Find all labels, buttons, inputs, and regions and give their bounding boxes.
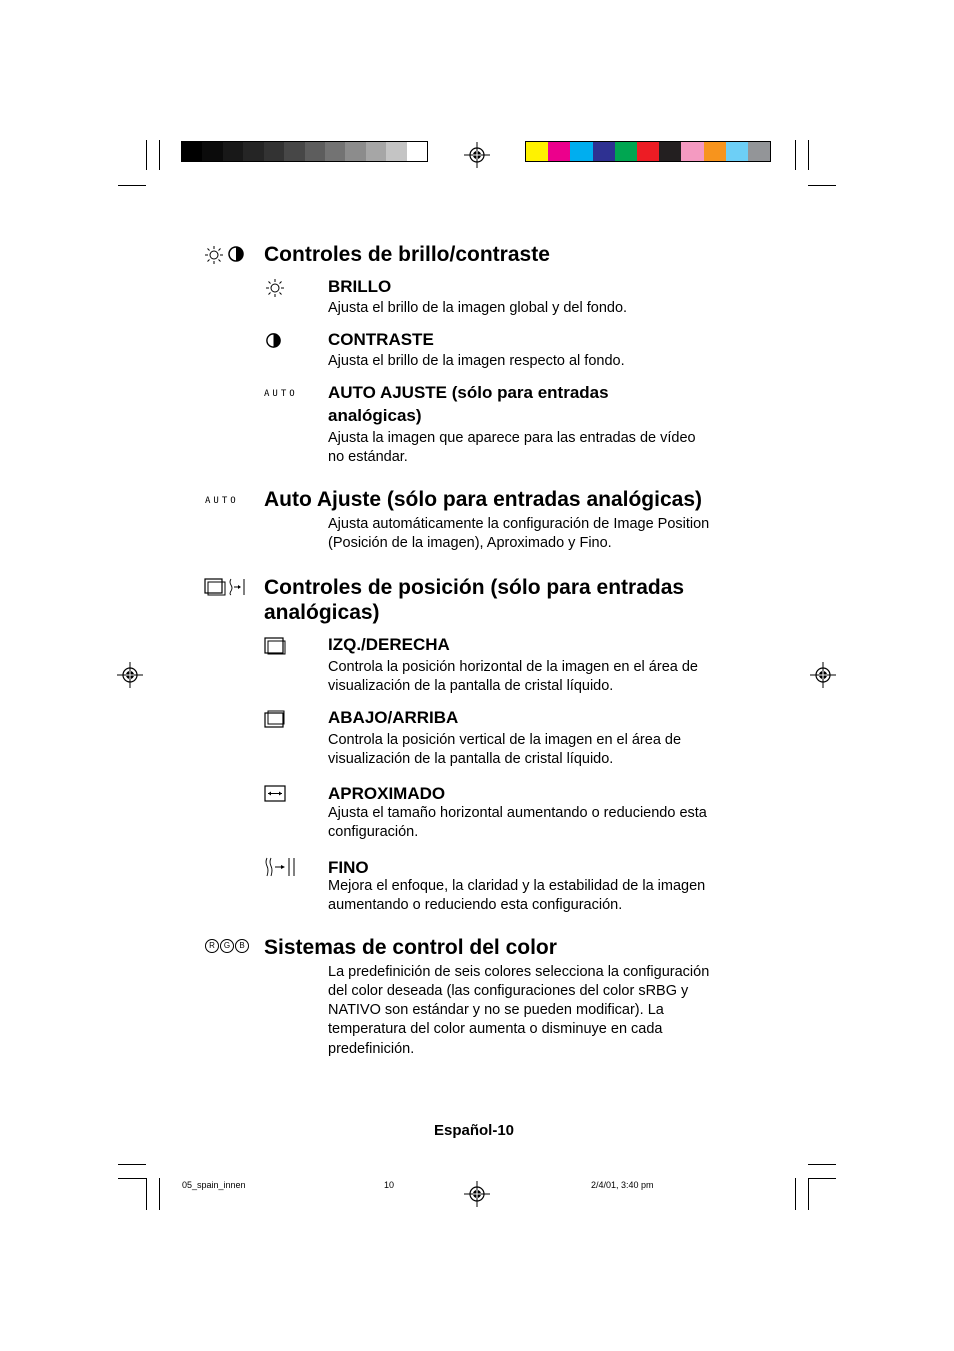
auto-icon: AUTO	[205, 496, 239, 506]
section-title-position-line1: Controles de posición (sólo para entradas	[264, 576, 685, 599]
footer-timestamp: 2/4/01, 3:40 pm	[591, 1180, 654, 1190]
registration-mark-icon	[464, 1181, 490, 1207]
page-label: Español-10	[434, 1122, 515, 1139]
calibration-swatch	[305, 142, 325, 161]
calibration-swatch	[659, 142, 681, 161]
position-icon	[204, 578, 226, 596]
section-title-color: Sistemas de control del color	[264, 936, 557, 959]
item-desc-aproximado-line2: configuración.	[328, 824, 419, 840]
item-desc-abajo-arriba-line2: visualización de la pantalla de cristal líquido.	[328, 751, 614, 767]
item-title-contraste: CONTRASTE	[328, 330, 434, 349]
auto-icon: AUTO	[264, 389, 298, 399]
fine-icon	[264, 857, 298, 877]
calibration-swatch	[637, 142, 659, 161]
item-desc-fino-line2: aumentando o reduciendo esta configuración.	[328, 897, 623, 913]
rgb-icon	[205, 939, 249, 953]
item-desc-fino-line1: Mejora el enfoque, la claridad y la estabilidad de la imagen	[328, 878, 706, 894]
calibration-swatch	[264, 142, 284, 161]
calibration-swatch	[407, 142, 427, 161]
calibration-swatch	[615, 142, 637, 161]
calibration-swatch	[681, 142, 703, 161]
footer-page-number: 10	[384, 1180, 395, 1190]
calibration-swatch	[243, 142, 263, 161]
horizontal-position-icon	[264, 637, 286, 655]
section-desc-color-line1: La predefinición de seis colores selecciona la configuración	[328, 964, 710, 980]
calibration-swatch	[570, 142, 592, 161]
item-desc-brillo: Ajusta el brillo de la imagen global y del fondo.	[328, 300, 628, 316]
calibration-swatch	[548, 142, 570, 161]
section-desc-auto-adjust-line1: Ajusta automáticamente la configuración de Image Position	[328, 516, 710, 532]
calibration-swatch	[386, 142, 406, 161]
vertical-position-icon	[264, 710, 286, 728]
coarse-icon	[264, 785, 286, 802]
brightness-icon	[204, 245, 224, 265]
footer-file-name: 05_spain_innen	[182, 1180, 246, 1190]
rgb-icon-r: R	[205, 939, 219, 953]
item-title-izq-derecha: IZQ./DERECHA	[328, 635, 450, 654]
calibration-swatch	[366, 142, 386, 161]
calibration-swatch	[284, 142, 304, 161]
rgb-icon-g: G	[220, 939, 234, 953]
calibration-swatch	[704, 142, 726, 161]
brightness-icon	[265, 278, 285, 298]
calibration-swatch	[726, 142, 748, 161]
item-desc-auto-ajuste-line2: no estándar.	[328, 449, 408, 465]
registration-mark-icon	[810, 662, 836, 688]
section-desc-color-line4: temperatura del color aumenta o disminuye en cada	[328, 1021, 663, 1037]
calibration-swatch	[325, 142, 345, 161]
calibration-swatch	[223, 142, 243, 161]
item-title-auto-ajuste-line1: AUTO AJUSTE (sólo para entradas	[328, 383, 609, 402]
item-desc-auto-ajuste-line1: Ajusta la imagen que aparece para las entradas de vídeo	[328, 430, 696, 446]
section-title-position-line2: analógicas)	[264, 601, 380, 624]
section-title-brightness-contrast: Controles de brillo/contraste	[264, 243, 550, 266]
item-desc-contraste: Ajusta el brillo de la imagen respecto al fondo.	[328, 353, 625, 369]
section-desc-auto-adjust-line2: (Posición de la imagen), Aproximado y Fino.	[328, 535, 612, 551]
section-desc-color-line5: predefinición.	[328, 1041, 415, 1057]
calibration-swatch	[202, 142, 222, 161]
registration-mark-icon	[464, 142, 490, 168]
registration-mark-icon	[117, 662, 143, 688]
grayscale-calibration-bar	[181, 141, 428, 162]
item-desc-izq-derecha-line1: Controla la posición horizontal de la imagen en el área de	[328, 659, 698, 675]
item-title-fino: FINO	[328, 858, 369, 877]
color-calibration-bar	[525, 141, 771, 162]
item-desc-abajo-arriba-line1: Controla la posición vertical de la imagen en el área de	[328, 732, 682, 748]
rgb-icon-b: B	[235, 939, 249, 953]
item-title-auto-ajuste-line2: analógicas)	[328, 406, 422, 425]
fine-icon	[228, 578, 248, 596]
item-desc-aproximado-line1: Ajusta el tamaño horizontal aumentando o reduciendo esta	[328, 805, 707, 821]
section-desc-color-line3: NATIVO son estándar y no se pueden modificar). La	[328, 1002, 664, 1018]
item-title-brillo: BRILLO	[328, 277, 392, 296]
contrast-icon	[265, 332, 282, 349]
item-desc-izq-derecha-line2: visualización de la pantalla de cristal líquido.	[328, 678, 614, 694]
calibration-swatch	[345, 142, 365, 161]
item-title-aproximado: APROXIMADO	[328, 784, 446, 803]
section-desc-color-line2: del color deseada (las configuraciones del color sRBG y	[328, 983, 689, 999]
section-title-auto-adjust: Auto Ajuste (sólo para entradas analógicas)	[264, 488, 702, 511]
calibration-swatch	[748, 142, 770, 161]
calibration-swatch	[182, 142, 202, 161]
contrast-icon	[227, 245, 245, 263]
calibration-swatch	[526, 142, 548, 161]
item-title-abajo-arriba: ABAJO/ARRIBA	[328, 708, 459, 727]
calibration-swatch	[593, 142, 615, 161]
